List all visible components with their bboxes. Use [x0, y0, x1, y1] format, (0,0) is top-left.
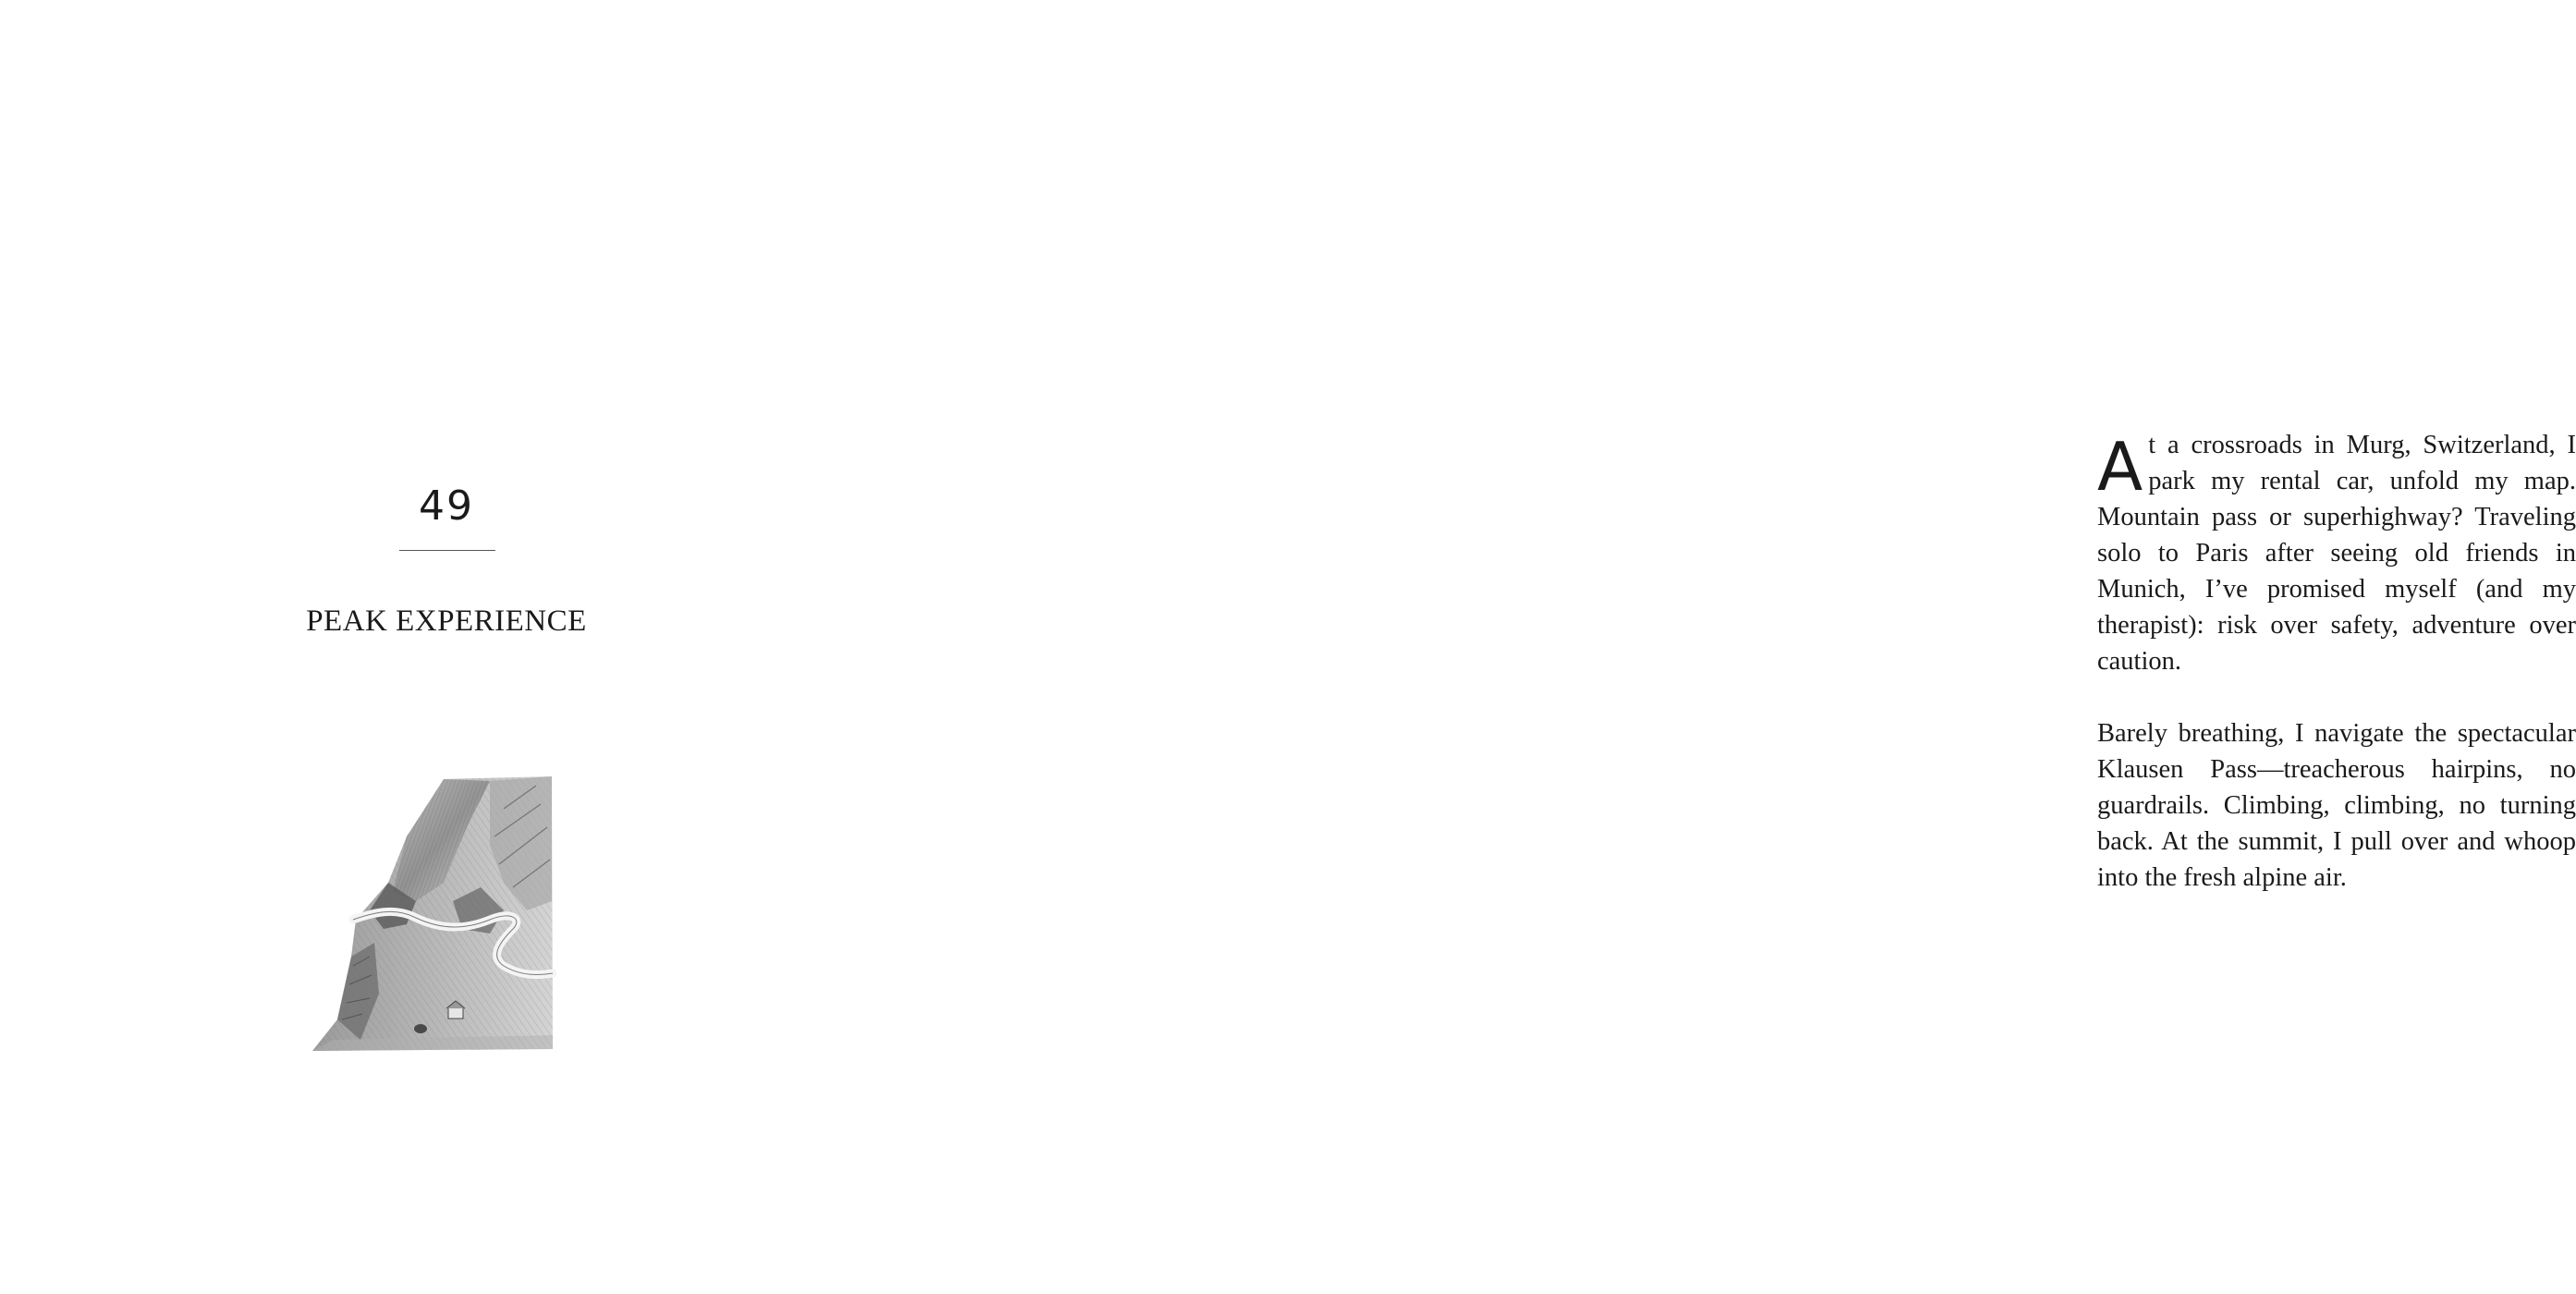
left-page: [0, 0, 924, 1294]
paragraph-2: Barely breathing, I navigate the spectacular Klausen Pass—treacherous hairpins, no guardrails. Climbing, climbing, no turning back. At the summit, I pull over and whoop into the fresh alpine air.: [2097, 719, 2576, 892]
paragraph-1-text: t a crossroads in Murg, Switzerland, I park my rental car, unfold my map. Mountain pass or superhighway? Traveling solo to Paris after seeing old friends in Munich, I’ve promised myself (and my therapist): risk over safety, adventure over caution.: [2097, 431, 2576, 676]
paragraph-1: [2097, 427, 2576, 679]
story-body: [2097, 427, 2576, 932]
chapter-divider-rule: [399, 550, 495, 551]
chapter-number: 49: [419, 482, 474, 530]
right-page: [924, 0, 2576, 1294]
chapter-title: PEAK EXPERIENCE: [306, 604, 587, 638]
drop-cap: A: [2097, 428, 2143, 506]
mountain-pass-sketch-icon: [305, 772, 559, 1058]
